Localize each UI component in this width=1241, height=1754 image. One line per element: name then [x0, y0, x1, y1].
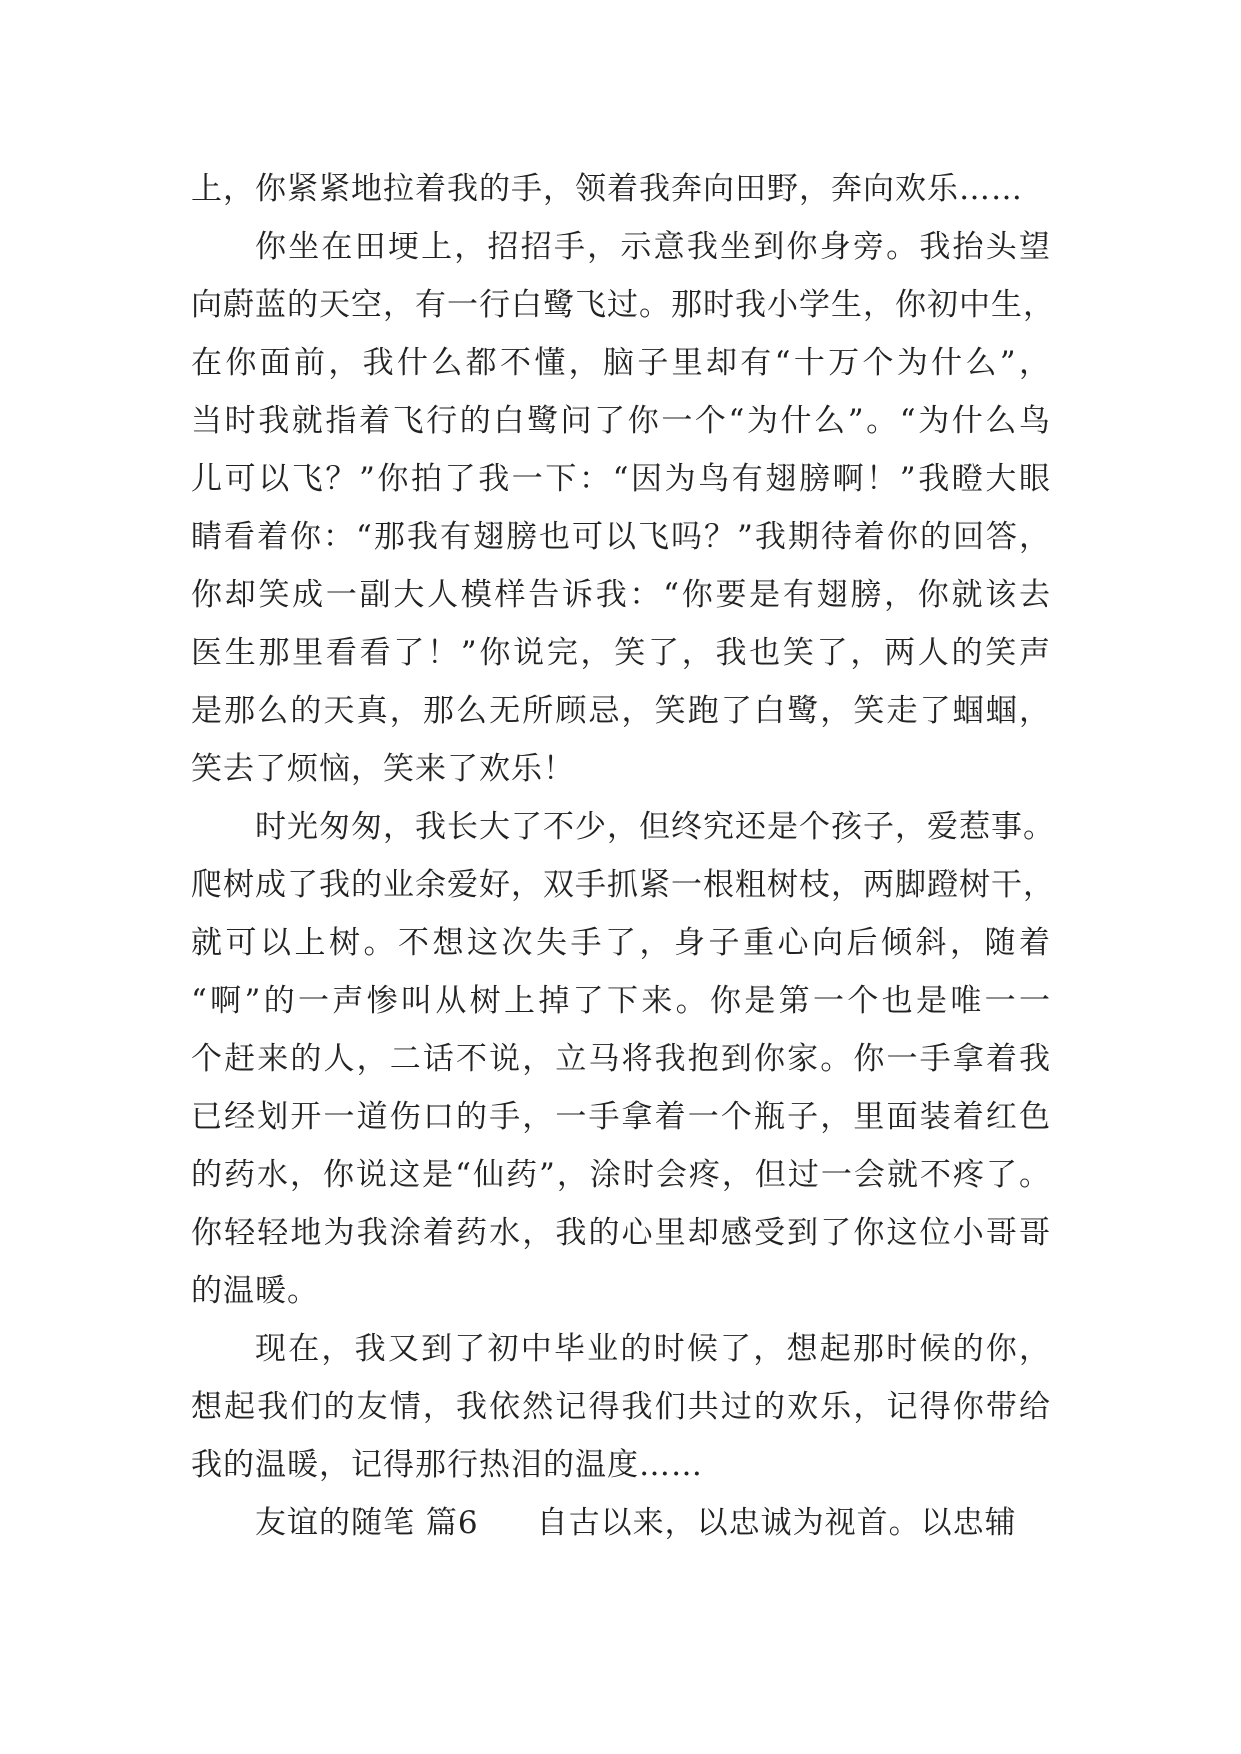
text-line: 你却笑成一副大人模样告诉我：“你要是有翅膀，你就该去	[191, 577, 1051, 613]
text-line: 的药水，你说这是“仙药”，涂时会疼，但过一会就不疼了。	[191, 1157, 1051, 1193]
text-line: 当时我就指着飞行的白鹭问了你一个“为什么”。“为什么鸟	[191, 403, 1051, 439]
text-line: 向蔚蓝的天空，有一行白鹭飞过。那时我小学生，你初中生，	[191, 287, 1055, 323]
text-line: 的温暖。	[191, 1273, 319, 1309]
text-line: 想起我们的友情，我依然记得我们共过的欢乐，记得你带给	[191, 1389, 1051, 1425]
text-line: 现在，我又到了初中毕业的时候了，想起那时候的你，	[255, 1331, 1051, 1367]
text-line: 时光匆匆，我长大了不少，但终究还是个孩子，爱惹事。	[255, 809, 1055, 845]
text-line: 你坐在田埂上，招招手，示意我坐到你身旁。我抬头望	[255, 229, 1051, 265]
text-line: 医生那里看看了！”你说完，笑了，我也笑了，两人的笑声	[191, 635, 1051, 671]
text-line: 笑去了烦恼，笑来了欢乐！	[191, 751, 575, 787]
text-line: 你轻轻地为我涂着药水，我的心里却感受到了你这位小哥哥	[191, 1215, 1051, 1251]
essay-heading: 友谊的随笔 篇6	[255, 1505, 479, 1541]
essay-opening-text: 自古以来，以忠诚为视首。以忠辅	[536, 1505, 1017, 1541]
text-line: 儿可以飞？”你拍了我一下：“因为鸟有翅膀啊！”我瞪大眼	[191, 461, 1051, 497]
text-line: 在你面前，我什么都不懂，脑子里却有“十万个为什么”，	[191, 345, 1051, 381]
essay-body	[191, 160, 1055, 1552]
text-line: 我的温暖，记得那行热泪的温度……	[191, 1447, 703, 1483]
text-line: 睛看着你：“那我有翅膀也可以飞吗？”我期待着你的回答，	[191, 519, 1051, 555]
text-line: 已经划开一道伤口的手，一手拿着一个瓶子，里面装着红色	[191, 1099, 1051, 1135]
text-line: “啊”的一声惨叫从树上掉了下来。你是第一个也是唯一一	[191, 983, 1051, 1019]
text-line: 个赶来的人，二话不说，立马将我抱到你家。你一手拿着我	[191, 1041, 1051, 1077]
essay-heading-line	[191, 1494, 1051, 1552]
text-line: 就可以上树。不想这次失手了，身子重心向后倾斜，随着	[191, 925, 1051, 961]
text-line: 是那么的天真，那么无所顾忌，笑跑了白鹭，笑走了蝈蝈，	[191, 693, 1051, 729]
text-line: 爬树成了我的业余爱好，双手抓紧一根粗树枝，两脚蹬树干，	[191, 867, 1055, 903]
text-line: 上，你紧紧地拉着我的手，领着我奔向田野，奔向欢乐……	[191, 171, 1023, 207]
